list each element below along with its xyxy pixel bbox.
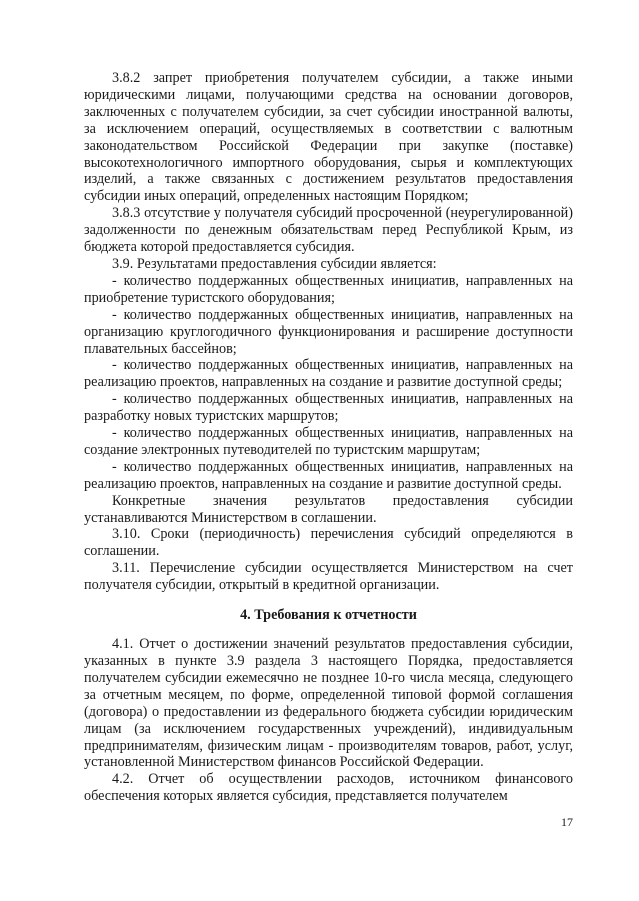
list-item-result: - количество поддержанных общественных инициатив, направленных на создание электронных путеводителей по туристским маршрутам; [84, 425, 573, 458]
section-heading: 4. Требования к отчетности [240, 607, 417, 624]
paragraph-specific-values: Конкретные значения результатов предоставления субсидии устанавливаются Министерством в соглашении. [84, 492, 573, 526]
paragraph-3-8-3: 3.8.3 отсутствие у получателя субсидий просроченной (неурегулированной) задолженности по денежным обязательствам перед Республикой Крым, из бюджета которой предоставляется субсидия. [84, 205, 573, 256]
paragraph-3-8-2: 3.8.2 запрет приобретения получателем субсидии, а также иными юридическими лицами, получающими средства на основании договоров, заключенных с получателем субсидии, за счет субсидии иностранной валюты, за исключением операций, осуществляемых в соответствии с валютным законодательством Российской Федерации при закупке (поставке) высокотехнологичного импортного оборудования, сырья и комплектующих изделий, а также связанных с достижением результатов предоставления субсидии иных операций, определенных настоящим Порядком; [84, 70, 573, 205]
paragraph-3-11: 3.11. Перечисление субсидии осуществляется Министерством на счет получателя субсидии, открытый в кредитной организации. [84, 560, 573, 594]
paragraph-4-2: 4.2. Отчет об осуществлении расходов, источником финансового обеспечения которых является субсидия, представляется получателем [84, 771, 573, 805]
page-number: 17 [561, 815, 573, 829]
paragraph-4-1: 4.1. Отчет о достижении значений результатов предоставления субсидии, указанных в пункте 3.9 раздела 3 настоящего Порядка, предоставляется получателем субсидии ежемесячно не позднее 10-го числа месяца, следующего за отчетным месяцем, по форме, определенной типовой формой соглашения (договора) о предоставлении из федерального бюджета субсидии юридическим лицам (за исключением государственных учреждений), индивидуальным предпринимателям, физическим лицам - производителям товаров, работ, услуг, установленной Министерством финансов Российской Федерации. [84, 636, 573, 771]
paragraph-3-10: 3.10. Сроки (периодичность) перечисления субсидий определяются в соглашении. [84, 526, 573, 560]
list-item-result: - количество поддержанных общественных инициатив, направленных на приобретение туристского оборудования; [84, 272, 573, 306]
list-item-result: - количество поддержанных общественных инициатив, направленных на разработку новых туристских маршрутов; [84, 391, 573, 425]
paragraph-3-9: 3.9. Результатами предоставления субсидии является: [112, 255, 437, 272]
list-item-result: - количество поддержанных общественных инициатив, направленных на реализацию проектов, направленных на создание и развитие доступной среды; [84, 357, 573, 391]
document-body [84, 70, 573, 805]
list-item-result: - количество поддержанных общественных инициатив, направленных на организацию круглогодичного функционирования и расширение доступности плавательных бассейнов; [84, 306, 573, 357]
list-item-result: - количество поддержанных общественных инициатив, направленных на реализацию проектов, направленных на создание и развитие доступной среды. [84, 458, 573, 492]
